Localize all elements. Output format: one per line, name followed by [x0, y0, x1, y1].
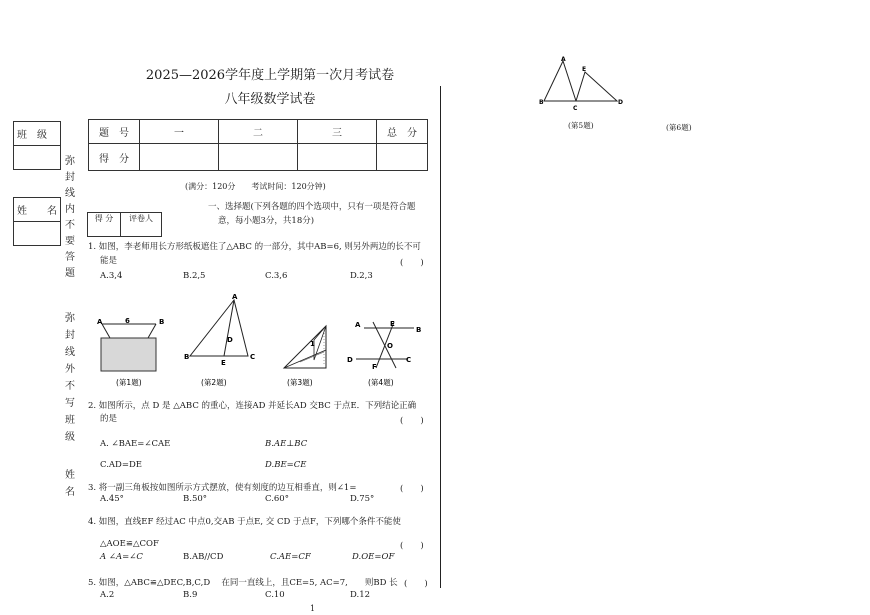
fig4-label-d: D: [347, 356, 353, 364]
class-label: 班 级: [14, 122, 61, 146]
q3-option-b[interactable]: B.50°: [183, 494, 208, 504]
seal-line-text-3: 姓 名: [65, 470, 75, 498]
score-table: [88, 119, 428, 171]
q5-option-c[interactable]: C.10: [265, 590, 285, 600]
q4-option-a[interactable]: A ∠A=∠C: [100, 552, 143, 562]
fig2-label-e: E: [221, 359, 226, 367]
q3-option-d[interactable]: D.75°: [350, 494, 375, 504]
fig2-label-a: A: [232, 293, 238, 301]
seal-line-text-1: 弥 封 线 内 不 要 答 题: [65, 156, 75, 279]
q5-option-d[interactable]: D.12: [350, 590, 371, 600]
fig3-label-1: 1: [310, 340, 315, 348]
q5-option-a[interactable]: A.2: [100, 590, 115, 600]
fig2-caption: (第2题): [201, 378, 227, 387]
score-header-part3: 三: [298, 120, 377, 144]
score-cell-total[interactable]: [377, 144, 428, 171]
q1-option-d[interactable]: D.2,3: [350, 271, 373, 281]
q1-answer-paren[interactable]: ( ): [400, 258, 424, 268]
column-divider: [440, 86, 441, 588]
name-blank[interactable]: [14, 222, 61, 246]
q5-text: 5. 如图，△ABC≌△DEC,B,C,D 在同一直线上，且CE=5, AC=7, 则BD 长: [88, 578, 398, 588]
fig3-caption: (第3题): [287, 378, 313, 387]
q4-option-b[interactable]: B.AB//CD: [183, 552, 224, 562]
score-header-label: 题 号: [89, 120, 140, 144]
q3-option-a[interactable]: A.45°: [100, 494, 124, 504]
grader-name-label: 评卷人: [121, 213, 162, 225]
name-box: [13, 197, 61, 246]
grader-table: [87, 212, 162, 237]
fig4-label-e: E: [390, 320, 395, 328]
q4-answer-paren[interactable]: ( ): [400, 541, 424, 551]
q5-option-b[interactable]: B.9: [183, 590, 198, 600]
fig1-label-6: 6: [125, 317, 130, 325]
figure-4: [347, 320, 421, 371]
q1-option-a[interactable]: A.3,4: [100, 271, 123, 281]
fig4-label-b: B: [416, 326, 422, 334]
q2-text-2: 的是: [100, 414, 118, 424]
fig1-caption: (第1题): [116, 378, 142, 387]
score-header-total: 总 分: [377, 120, 428, 144]
q4-text: 4. 如图，直线EF 经过AC 中点0,交AB 于点E, 交 CD 于点F，下列哪个条件不能使: [88, 517, 401, 527]
q2-option-d[interactable]: D.BE=CE: [265, 460, 307, 470]
q1-option-b[interactable]: B.2,5: [183, 271, 206, 281]
page-number: 1: [310, 604, 316, 613]
score-row-label: 得 分: [89, 144, 140, 171]
figure-5: [536, 55, 632, 113]
q4-text-2: △AOE≌△COF: [100, 539, 159, 549]
q5-answer-paren[interactable]: ( ): [404, 579, 428, 589]
fig1-cardboard: [101, 338, 156, 371]
fig2-label-b: B: [184, 353, 190, 361]
class-blank[interactable]: [14, 146, 61, 170]
fig5-caption: (第5题): [568, 121, 594, 130]
fig5-label-b: B: [539, 99, 544, 106]
fig4-label-o: O: [387, 342, 393, 350]
figure-3: [284, 326, 326, 368]
figure-2: [184, 293, 255, 367]
grader-score-label: 得 分: [88, 213, 121, 225]
seal-line-text-2: 弥 封 线 外 不 写 班 级: [65, 313, 75, 443]
q4-option-d[interactable]: D.OE=OF: [352, 552, 395, 562]
fig4-label-c: C: [406, 356, 412, 364]
section1-heading: 一、选择题(下列各题的四个选项中，只有一项是符合题: [208, 202, 416, 212]
q2-option-c[interactable]: C.AD=DE: [100, 460, 142, 470]
score-cell-1[interactable]: [140, 144, 219, 171]
score-header-part1: 一: [140, 120, 219, 144]
name-label: 姓 名: [14, 198, 61, 222]
fig1-label-a: A: [97, 318, 103, 326]
grader-score-cell[interactable]: [88, 225, 121, 237]
q3-text: 3. 将一副三角板按如图所示方式摆放，使有刻度的边互相垂直，则∠1=: [88, 483, 357, 493]
class-box: [13, 121, 61, 170]
q2-answer-paren[interactable]: ( ): [400, 416, 424, 426]
grader-name-cell[interactable]: [121, 225, 162, 237]
fig5-label-e: E: [582, 66, 587, 73]
q2-option-b[interactable]: B.AE⊥BC: [265, 439, 308, 449]
fig5-label-a: A: [561, 56, 566, 63]
fig2-label-c: C: [250, 353, 256, 361]
q3-answer-paren[interactable]: ( ): [400, 484, 424, 494]
q3-option-c[interactable]: C.60°: [265, 494, 289, 504]
fig5-label-d: D: [618, 99, 623, 106]
fig4-caption: (第4题): [368, 378, 394, 387]
fig1-label-b: B: [159, 318, 165, 326]
q1-text: 1. 如图，李老师用长方形纸板遮住了△ABC 的一部分，其中AB=6, 则另外两边的长不可: [88, 242, 421, 252]
q1-text-2: 能是: [100, 256, 118, 266]
fig2-label-d: D: [227, 336, 233, 344]
fig4-label-a: A: [355, 321, 361, 329]
score-cell-2[interactable]: [219, 144, 298, 171]
figures-row: [88, 290, 433, 398]
section1-heading-2: 意，每小题3分，共18分): [218, 216, 315, 226]
fig4-label-f: F: [372, 363, 377, 371]
q2-option-a[interactable]: A. ∠BAE=∠CAE: [100, 439, 171, 449]
fig5-label-c: C: [573, 105, 578, 112]
fig6-caption: (第6题): [666, 123, 692, 132]
exam-info: (满分：120分 考试时间：120分钟): [185, 182, 326, 191]
score-cell-3[interactable]: [298, 144, 377, 171]
figure-1: [97, 317, 164, 371]
score-header-part2: 二: [219, 120, 298, 144]
exam-subtitle: 八年级数学试卷: [224, 92, 316, 107]
exam-title: 2025—2026学年度上学期第一次月考试卷: [145, 68, 395, 83]
q4-option-c[interactable]: C.AE=CF: [270, 552, 311, 562]
q1-option-c[interactable]: C.3,6: [265, 271, 288, 281]
q2-text: 2. 如图所示，点 D 是 △ABC 的重心，连接AD 并延长AD 交BC 于点E．下列结论正确: [88, 401, 417, 411]
